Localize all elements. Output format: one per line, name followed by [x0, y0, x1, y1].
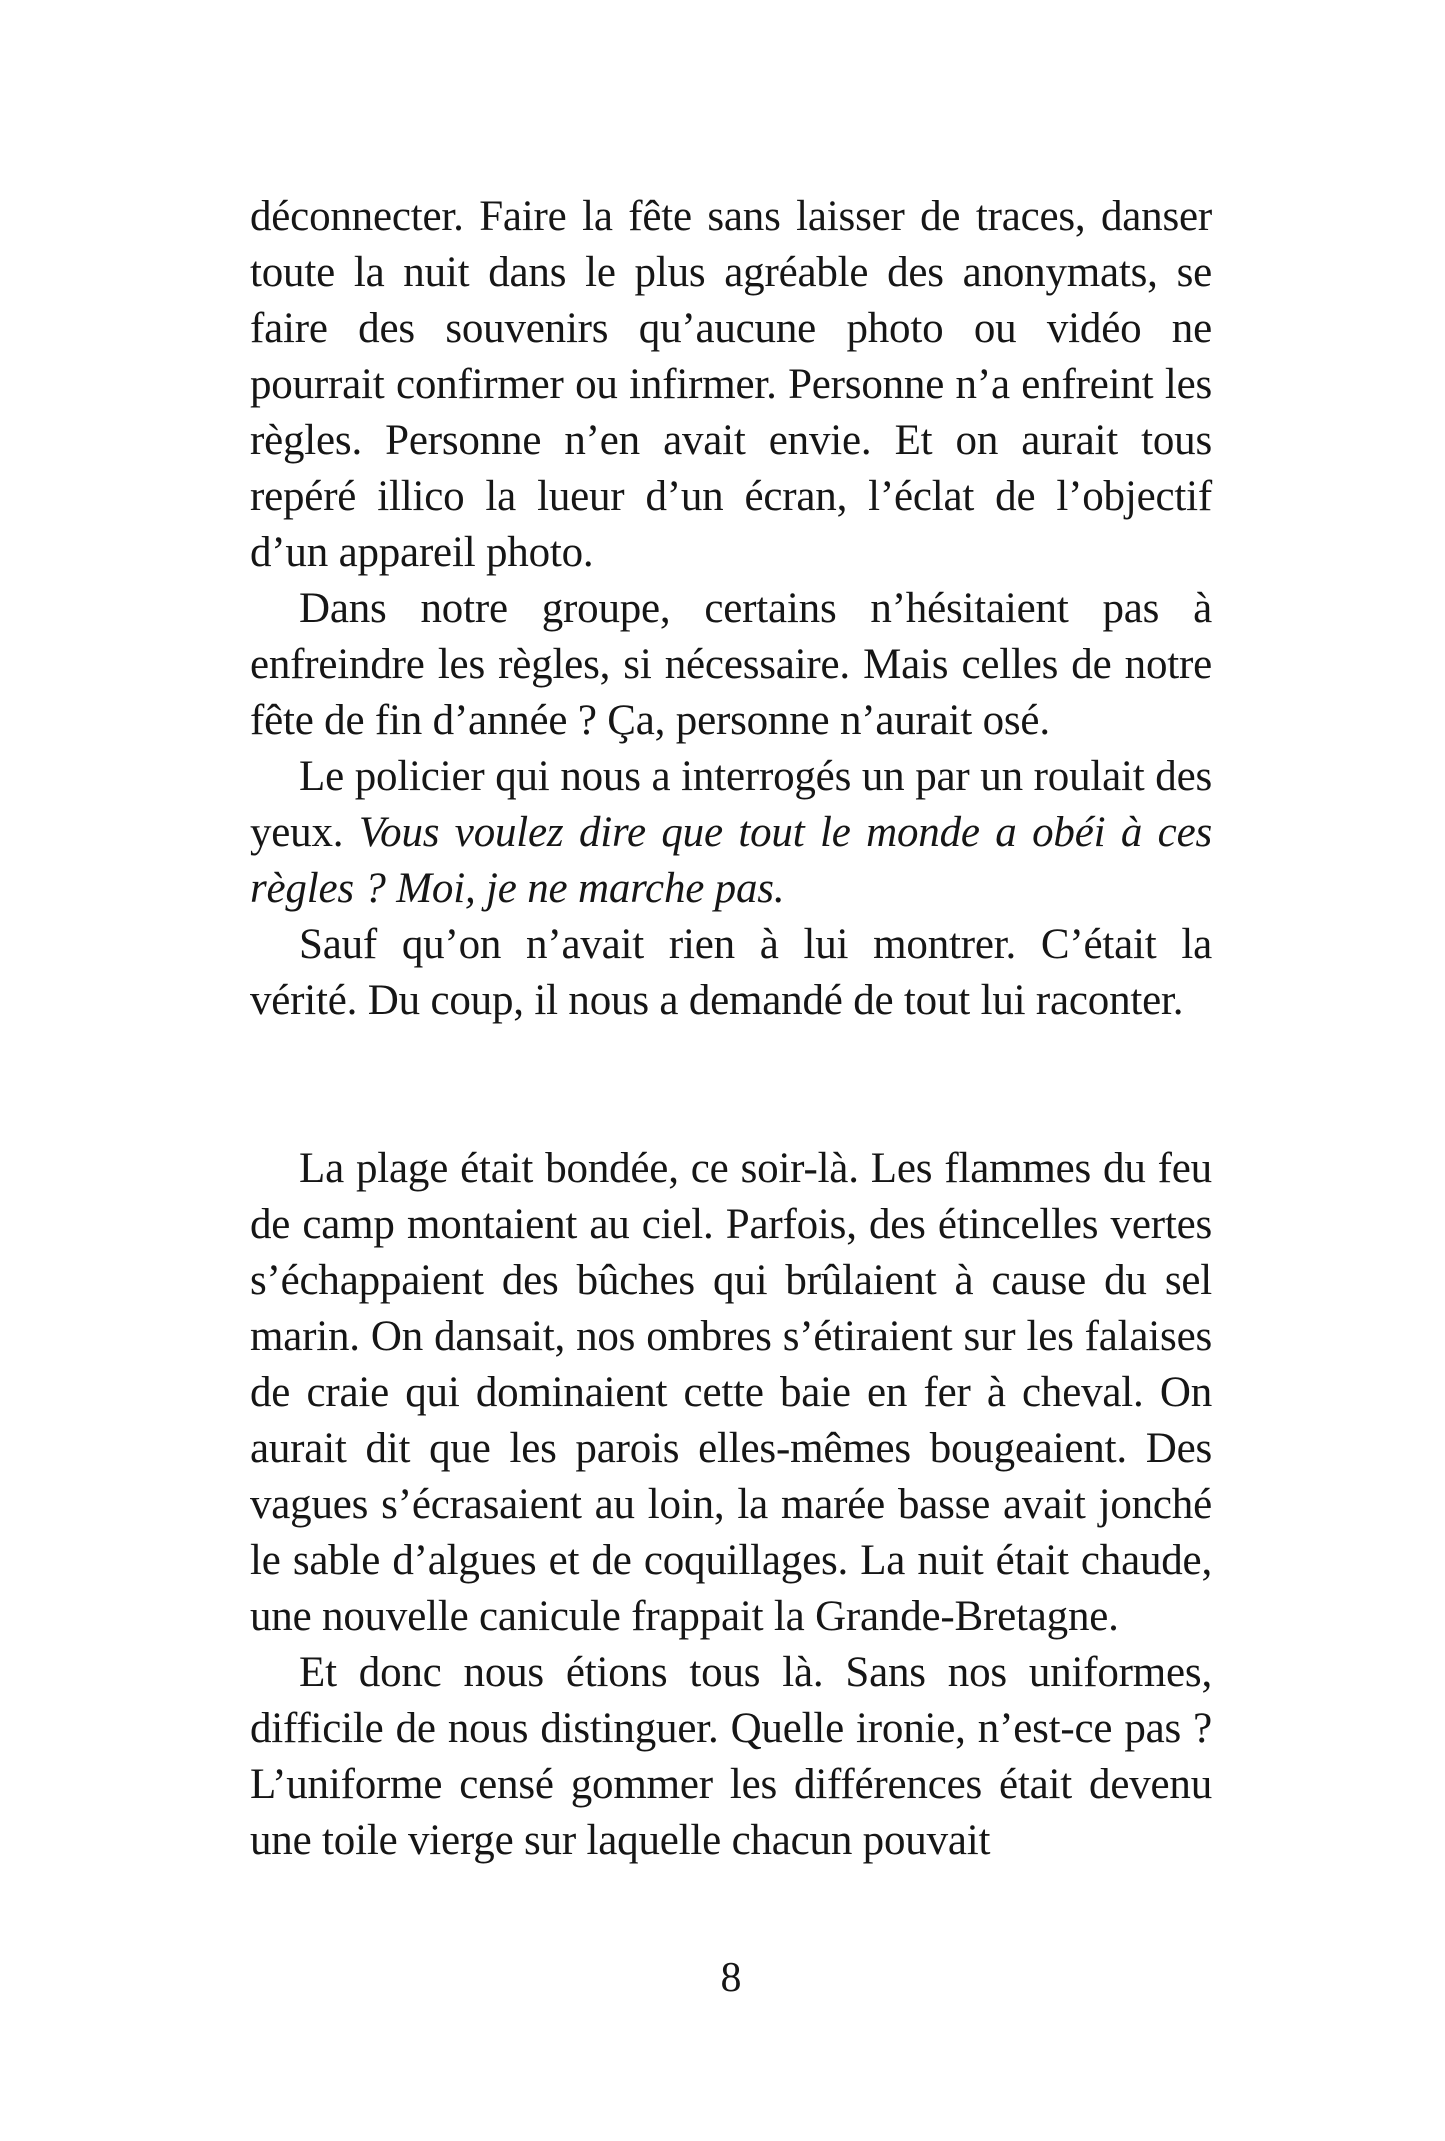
section-break: [250, 1029, 1212, 1141]
paragraph-1: déconnecter. Faire la fête sans laisser de traces, danser toute la nuit dans le plus agréable des anonymats, se faire des souvenirs qu’aucune photo ou vidéo ne pourrait confirmer ou infirmer. Personne n’a enfreint les règles. Personne n’en avait envie. Et on aurait tous repéré illico la lueur d’un écran, l’éclat de l’objectif d’un appareil photo.: [250, 193, 1212, 576]
paragraph-3-normal-run: Le policier qui nous a interrogés un par un roulait des yeux.: [250, 753, 1212, 856]
paragraph-6: Et donc nous étions tous là. Sans nos uniformes, difficile de nous distinguer. Quelle ironie, n’est-ce pas ? L’uniforme censé gommer les différences était devenu une toile vierge sur laquelle chacun pouvait: [250, 1649, 1212, 1864]
paragraph-4: Sauf qu’on n’avait rien à lui montrer. C’était la vérité. Du coup, il nous a demandé de tout lui raconter.: [250, 921, 1212, 1024]
paragraph-5: La plage était bondée, ce soir-là. Les flammes du feu de camp montaient au ciel. Parfois, des étincelles vertes s’échappaient des bûches qui brûlaient à cause du sel marin. On dansait, nos ombres s’étiraient sur les falaises de craie qui dominaient cette baie en fer à cheval. On aurait dit que les parois elles-mêmes bougeaient. Des vagues s’écrasaient au loin, la marée basse avait jonché le sable d’algues et de coquillages. La nuit était chaude, une nouvelle canicule frappait la Grande-Bretagne.: [250, 1145, 1212, 1640]
paragraph-3: [250, 749, 1212, 917]
paragraph-2: Dans notre groupe, certains n’hésitaient pas à enfreindre les règles, si nécessaire. Mais celles de notre fête de fin d’année ? Ça, personne n’aurait osé.: [250, 585, 1212, 744]
paragraph-3-italic-run: Vous voulez dire que tout le monde a obéi à ces règles ? Moi, je ne marche pas.: [250, 809, 1212, 912]
page-number: 8: [720, 1955, 742, 2001]
text-block: [250, 189, 1212, 1869]
